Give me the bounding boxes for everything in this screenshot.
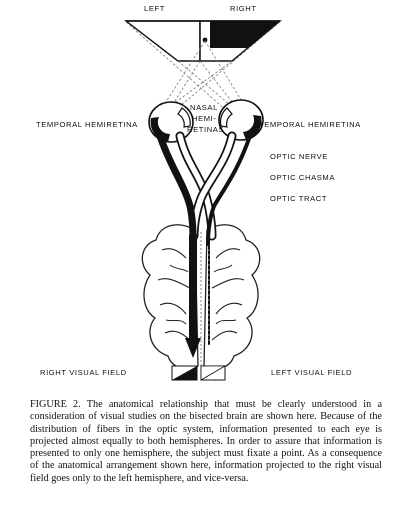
left-label: LEFT [144,4,165,13]
optic-tract-label: OPTIC TRACT [270,194,328,203]
visual-field-display [126,21,280,61]
temporal-hemiretina-left-label: TEMPORAL HEMIRETINA [36,120,138,129]
optic-nerve-label: OPTIC NERVE [270,152,328,161]
visual-field-indicators [172,366,225,380]
nasal-label-line3: RETINAS [187,125,225,134]
nasal-label-line1: NASAL [190,103,218,112]
right-label: RIGHT [230,4,257,13]
figure-caption: FIGURE 2. The anatomical relationship that must be clearly understood in a consideration of visual studies on the bisected brain are shown here. Because of the distribution of fibers in the optic system, information presented to each eye is projected almost equally to both hemispheres. In order to assure that information is presented to only one hemisphere, the subject must fixate a point. As a consequence of the anatomical arrangement shown here, information projected to the right visual field goes only to the left hemisphere, and vice-versa. [30,399,382,484]
left-eye-icon [149,102,193,142]
right-eye-icon [219,100,263,140]
right-field-shaded-region [210,21,280,48]
right-visual-field-label: RIGHT VISUAL FIELD [40,368,127,377]
optic-chasma-label: OPTIC CHASMA [270,173,336,182]
nasal-label-line2: HEMI- [192,114,217,123]
left-visual-field-label: LEFT VISUAL FIELD [271,368,353,377]
temporal-hemiretina-right-label: TEMPORAL HEMIRETINA [259,120,361,129]
